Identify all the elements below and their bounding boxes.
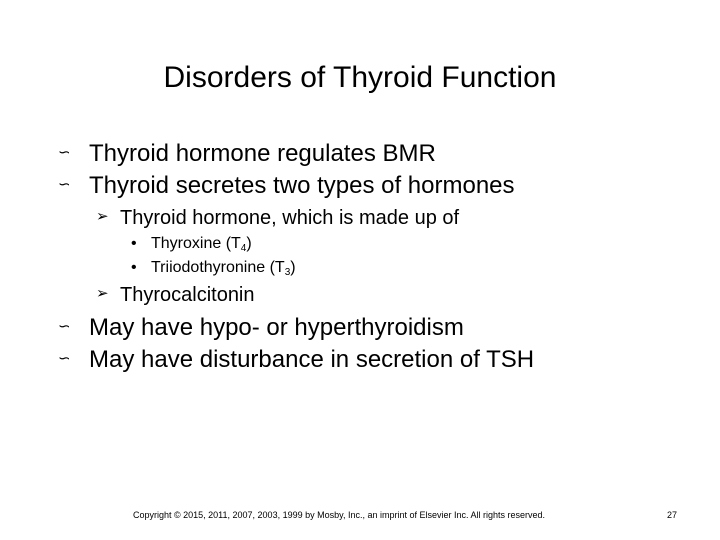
arrowhead-bullet-icon: ➢ [96,284,109,302]
dot-bullet-icon: • [131,259,137,276]
subsubbullet-item-thyroxine [131,233,252,260]
flourish-bullet-icon: ∽ [58,317,71,335]
subbullet-item-thyroid-hormone [96,205,459,232]
bullet-item-hormone-types [58,171,515,202]
flourish-bullet-icon: ∽ [58,349,71,367]
dot-bullet-icon: • [131,235,137,252]
bullet-item-tsh [58,345,534,376]
bullet-text: May have hypo- or hyperthyroidism [89,314,464,341]
page-number: 27 [667,510,678,520]
bullet-text: May have disturbance in secretion of TSH [89,346,535,373]
bullet-item-hypo-hyper [58,313,464,344]
closing-paren: ) [246,235,252,252]
bullet-text: Thyroid hormone regulates BMR [89,140,436,167]
bullet-item-bmr [58,139,436,170]
subbullet-item-thyrocalcitonin [96,282,255,309]
bullet-text: Thyroid secretes two types of hormones [89,172,515,199]
subscript: 4 [240,243,247,254]
slide-title: Disorders of Thyroid Function [163,61,557,94]
closing-paren: ) [290,259,296,276]
flourish-bullet-icon: ∽ [58,143,71,161]
flourish-bullet-icon: ∽ [58,175,71,193]
subsubbullet-text: Triiodothyronine (T [151,259,285,276]
subbullet-text: Thyrocalcitonin [120,284,255,306]
subscript: 3 [284,267,291,278]
subsubbullet-text: Thyroxine (T [151,235,241,252]
subbullet-text: Thyroid hormone, which is made up of [120,207,460,229]
arrowhead-bullet-icon: ➢ [96,207,109,225]
subsubbullet-item-triiodothyronine [131,257,296,284]
copyright-notice: Copyright © 2015, 2011, 2007, 2003, 1999 by Mosby, Inc., an imprint of Elsevier Inc. All rights reserved. [133,510,546,520]
